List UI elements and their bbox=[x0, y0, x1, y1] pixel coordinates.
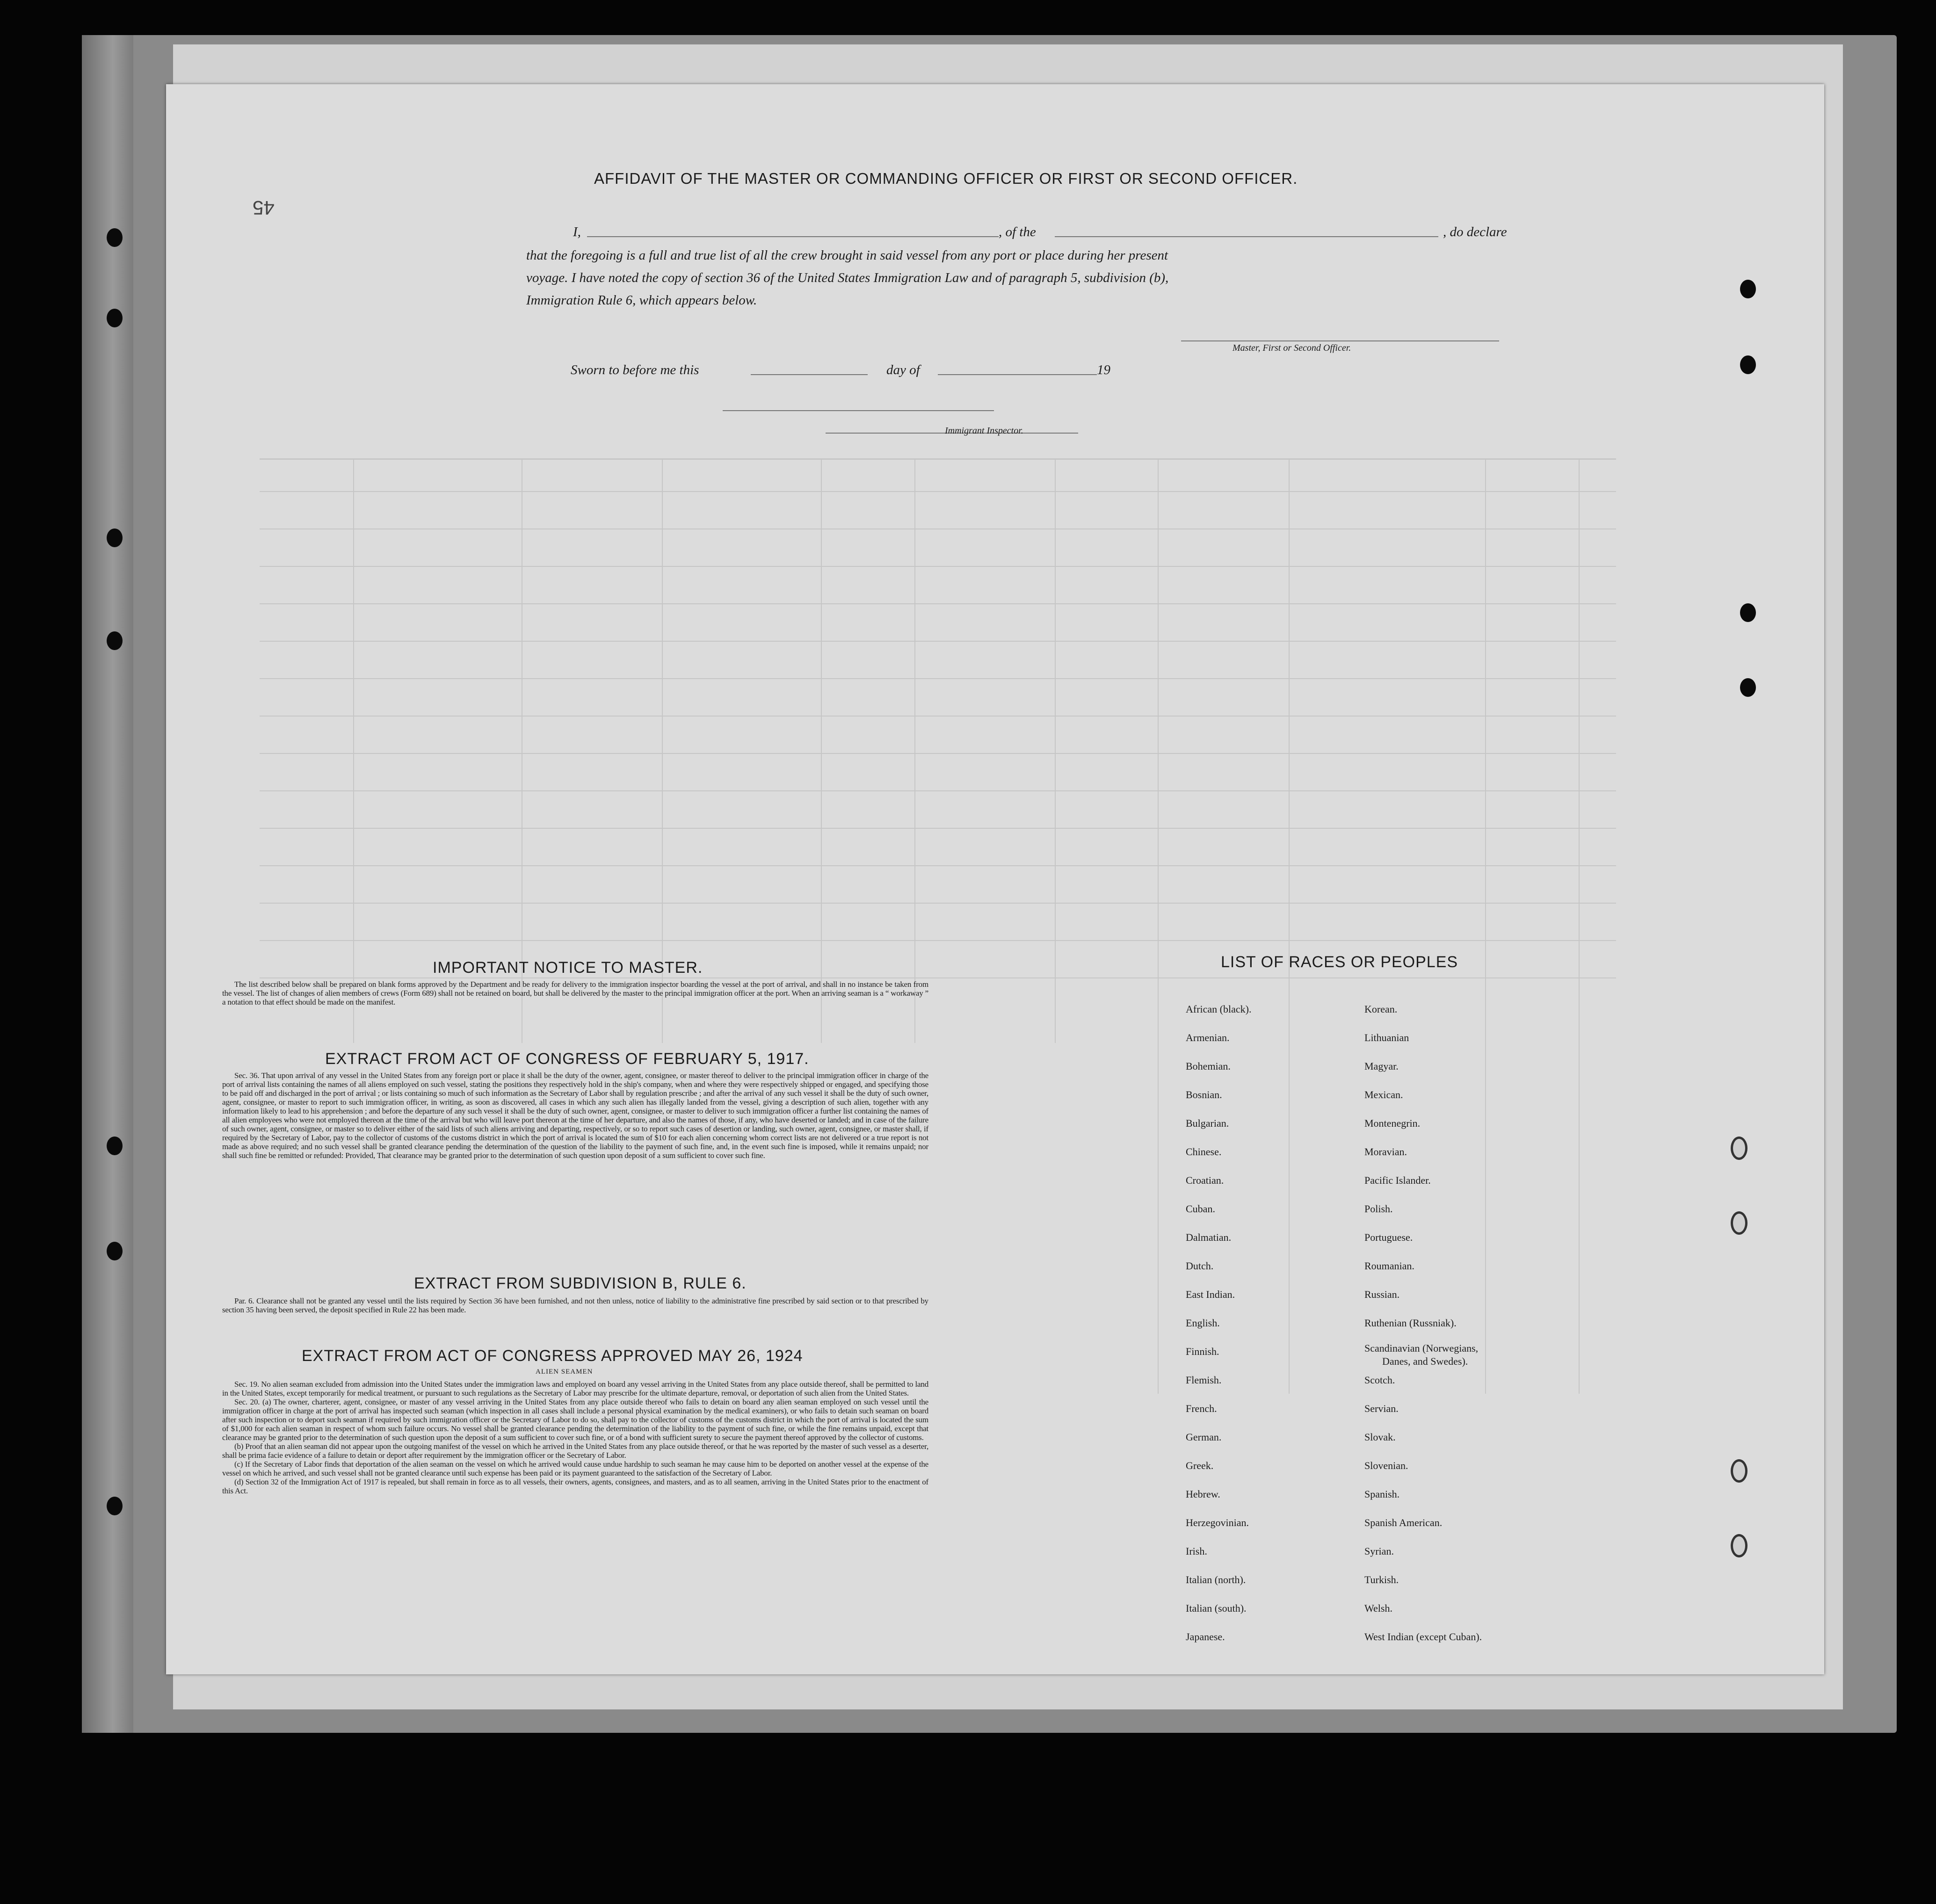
extract-rule6-text: Par. 6. Clearance shall not be granted any vessel until the lists required by Section 36 have been furnished, and not then unless, notice of liability to the administrative fine prescribed by said section or to that prescribed by section 35 having been served, the deposit specified in Rule 22 has been made. bbox=[222, 1296, 928, 1314]
race-item: African (black). bbox=[1186, 1003, 1252, 1015]
extract-1924-subtitle: ALIEN SEAMEN bbox=[536, 1368, 593, 1376]
race-item: Armenian. bbox=[1186, 1032, 1230, 1043]
master-name-line bbox=[587, 236, 999, 237]
race-item: Italian (north). bbox=[1186, 1574, 1246, 1585]
race-item: Moravian. bbox=[1364, 1146, 1407, 1158]
race-item: Spanish. bbox=[1364, 1488, 1400, 1500]
race-item: Polish. bbox=[1364, 1203, 1393, 1215]
binder-hole bbox=[107, 309, 123, 327]
race-item: Magyar. bbox=[1364, 1060, 1399, 1072]
punch-hole bbox=[1740, 603, 1756, 622]
race-item: Mexican. bbox=[1364, 1089, 1403, 1100]
punch-hole bbox=[1740, 678, 1756, 697]
race-item: Chinese. bbox=[1186, 1146, 1222, 1158]
punch-hole bbox=[1740, 280, 1756, 298]
inspector-caption: Immigrant Inspector. bbox=[945, 426, 1023, 436]
race-item: Montenegrin. bbox=[1364, 1117, 1421, 1129]
reinforcement-ring bbox=[1731, 1137, 1747, 1160]
affidavit-i: I, bbox=[573, 224, 581, 239]
binder-hole bbox=[107, 1242, 123, 1260]
binder-hole bbox=[107, 1137, 123, 1155]
race-item: Bosnian. bbox=[1186, 1089, 1222, 1100]
sworn-label: Sworn to before me this bbox=[571, 362, 699, 377]
inspector-signature-line-1 bbox=[723, 410, 994, 411]
notice-master-title: IMPORTANT NOTICE TO MASTER. bbox=[433, 959, 703, 977]
extract-1924-body bbox=[222, 1380, 928, 1495]
race-item: Italian (south). bbox=[1186, 1602, 1247, 1614]
race-item: Lithuanian bbox=[1364, 1032, 1409, 1043]
race-item: Cuban. bbox=[1186, 1203, 1215, 1215]
extract-1924-sec20b: (b) Proof that an alien seaman did not appear upon the outgoing manifest of the vessel on which he arrived in the United States from any place outside thereof, or that he was reported by the master of such vessel as a deserter, shall be prima facie evidence of a failure to detain or deport after requirement by the immigration officer or the Secretary of Labor. bbox=[222, 1442, 928, 1460]
race-item: Scotch. bbox=[1364, 1374, 1395, 1386]
notice-master-body bbox=[222, 980, 928, 1006]
affidavit-title: AFFIDAVIT OF THE MASTER OR COMMANDING OFFICER OR FIRST OR SECOND OFFICER. bbox=[594, 170, 1298, 187]
race-item: East Indian. bbox=[1186, 1289, 1235, 1300]
race-item: West Indian (except Cuban). bbox=[1364, 1631, 1482, 1643]
year-prefix: 19 bbox=[1097, 362, 1110, 377]
sworn-day-line bbox=[751, 374, 868, 375]
race-item: English. bbox=[1186, 1317, 1220, 1329]
race-item: Turkish. bbox=[1364, 1574, 1399, 1585]
extract-1924-title: EXTRACT FROM ACT OF CONGRESS APPROVED MAY 26, 1924 bbox=[302, 1347, 803, 1365]
race-item: Herzegovinian. bbox=[1186, 1517, 1249, 1528]
race-item: Servian. bbox=[1364, 1403, 1399, 1414]
race-item: Greek. bbox=[1186, 1460, 1214, 1471]
race-item: Portuguese. bbox=[1364, 1231, 1413, 1243]
binder-hole bbox=[107, 631, 123, 650]
extract-1924-sec20c: (c) If the Secretary of Labor finds that deportation of the alien seaman on the vessel on which he arrived would cause undue hardship to such seaman he may cause him to be deported on another vessel at the expense of the vessel on which he arrived, and such vessel shall not be granted clearance until such expense has been paid or its payment guaranteed to the satisfaction of the Secretary of Labor. bbox=[222, 1460, 928, 1477]
page-number: 45 bbox=[253, 197, 275, 219]
extract-1924-sec19: Sec. 19. No alien seaman excluded from admission into the United States under the immigration laws and employed on board any vessel arriving in the United States from any place outside thereof, shall be permitted to land in the United States, except temporarily for medical treatment, or pursuant to such regulations as the Secretary of Labor may prescribe for the ultimate departure, removal, or deportation of such alien from the United States. bbox=[222, 1380, 928, 1397]
punch-hole bbox=[1740, 355, 1756, 374]
extract-rule6-body bbox=[222, 1296, 928, 1314]
race-item-continuation: Danes, and Swedes). bbox=[1382, 1355, 1468, 1367]
race-item: Bulgarian. bbox=[1186, 1117, 1229, 1129]
race-item: Korean. bbox=[1364, 1003, 1398, 1015]
races-title: LIST OF RACES OR PEOPLES bbox=[1221, 953, 1458, 971]
binder-hole bbox=[107, 228, 123, 247]
race-item: Hebrew. bbox=[1186, 1488, 1220, 1500]
race-item: Roumanian. bbox=[1364, 1260, 1414, 1272]
manifest-page bbox=[166, 84, 1824, 1674]
affidavit-line-2: that the foregoing is a full and true list of all the crew brought in said vessel from any port or place during her present bbox=[526, 248, 1168, 263]
race-item: German. bbox=[1186, 1431, 1222, 1443]
race-item: Croatian. bbox=[1186, 1174, 1224, 1186]
reinforcement-ring bbox=[1731, 1459, 1747, 1483]
race-item: Syrian. bbox=[1364, 1545, 1394, 1557]
race-item: Ruthenian (Russniak). bbox=[1364, 1317, 1457, 1329]
sworn-month-line bbox=[938, 374, 1097, 375]
extract-1917-text: Sec. 36. That upon arrival of any vessel in the United States from any foreign port or place it shall be the duty of the owner, agent, consignee, or master thereof to deliver to the principal immigration officer in charge of the port of arrival lists containing the names of all aliens employed on such vessel, stating the positions they respectively hold in the ship's company, when and where they were respectively shipped or engaged, and specifying those to be paid off and discharged in the port of arrival ; or lists containing so much of such information as the Secretary of Labor shall by regulation prescribe ; and after the arrival of any such vessel it shall be the duty of such owner, agent, consignee, or master to report to such immigration officer, in writing, as soon as discovered, all cases in which any such alien has illegally landed from the vessel, giving a description of such alien, together with any information likely to lead to his apprehension ; and before the departure of any such vessel it shall be the duty of such owner, agent, consignee, or master to deliver to such immigration officer a further list containing the names of all alien employees who were not employed thereon at the time of the arrival but who will leave port thereon at the time of her departure, and also the names of those, if any, who have deserted or landed; and in case of the failure of such owner, agent, consignee, or master so to deliver either of the said lists of such aliens arriving and departing, respectively, or so to report such cases of desertion or landing, such owner, agent, consignee, or master shall, if required by the Secretary of Labor, pay to the collector of customs of the customs district in which the port of arrival is located the sum of $10 for each alien concerning whom correct lists are not delivered or a true report is not made as above required; and no such vessel shall be granted clearance pending the determination of the question of the liability to the payment of such fine, and, in the event such fine is imposed, while it remains unpaid; nor shall such fine be remitted or refunded: Provided, That clearance may be granted prior to the determination of such question upon deposit of a sum sufficient to cover such fine. bbox=[222, 1071, 928, 1160]
race-item: French. bbox=[1186, 1403, 1217, 1414]
race-item: Dutch. bbox=[1186, 1260, 1214, 1272]
extract-1917-body bbox=[222, 1071, 928, 1160]
day-of-label: day of bbox=[886, 362, 920, 377]
race-item: Slovenian. bbox=[1364, 1460, 1408, 1471]
affidavit-of-the: , of the bbox=[999, 224, 1036, 239]
extract-rule6-title: EXTRACT FROM SUBDIVISION B, RULE 6. bbox=[414, 1274, 747, 1292]
race-item: Flemish. bbox=[1186, 1374, 1222, 1386]
race-item: Russian. bbox=[1364, 1289, 1400, 1300]
extract-1917-title: EXTRACT FROM ACT OF CONGRESS OF FEBRUARY 5, 1917. bbox=[325, 1050, 809, 1068]
master-caption: Master, First or Second Officer. bbox=[1233, 343, 1351, 353]
race-item: Pacific Islander. bbox=[1364, 1174, 1431, 1186]
binder-spine bbox=[82, 35, 133, 1733]
binder-hole bbox=[107, 528, 123, 547]
extract-1924-sec20a: Sec. 20. (a) The owner, charterer, agent, consignee, or master of any vessel arriving in the United States from any place outside thereof who fails to detain on board any alien seaman employed on such vessel until the immigration officer in charge at the port of arrival has inspected such seaman (which inspection in all cases shall include a personal physical examination by the medical examiners), or who fails to detain such seaman on board after such inspection or to deport such seaman if required by such immigration officer or the Secretary of Labor to do so, shall pay to the collector of customs of the customs district in which the port of arrival is located the sum of $1,000 for each alien seaman in respect of whom such failure occurs. No vessel shall be granted clearance pending the determination of the liability to the payment of such fine, or while the fine remains unpaid, except that clearance may be granted prior to the determination of such question upon the deposit of a sum sufficient to cover such fine, or of a bond with sufficient surety to secure the payment thereof approved by the collector of customs. bbox=[222, 1397, 928, 1442]
notice-master-text: The list described below shall be prepared on blank forms approved by the Department and be ready for delivery to the immigration inspector boarding the vessel at the port of arrival, and shall in no instance be taken from the vessel. The list of changes of alien members of crews (Form 689) shall not be retained on board, but shall be delivered by the master to the principal immigration officer at the port. When an arriving seaman is a “ workaway ” a notation to that effect should be made on the manifest. bbox=[222, 980, 928, 1006]
race-item: Finnish. bbox=[1186, 1346, 1219, 1357]
affidavit-declare: , do declare bbox=[1443, 224, 1507, 239]
master-signature-line bbox=[1181, 340, 1499, 341]
vessel-name-line bbox=[1055, 236, 1438, 237]
reinforcement-ring bbox=[1731, 1211, 1747, 1235]
race-item: Irish. bbox=[1186, 1545, 1207, 1557]
race-item: Spanish American. bbox=[1364, 1517, 1443, 1528]
race-item: Welsh. bbox=[1364, 1602, 1392, 1614]
affidavit-line-4: Immigration Rule 6, which appears below. bbox=[526, 293, 757, 308]
race-item: Slovak. bbox=[1364, 1431, 1396, 1443]
reinforcement-ring bbox=[1731, 1534, 1747, 1557]
extract-1924-sec20d: (d) Section 32 of the Immigration Act of 1917 is repealed, but shall remain in force as to all vessels, their owners, agents, consignees, and masters, and as to all seamen, arriving in the United States prior to the enactment of this Act. bbox=[222, 1477, 928, 1495]
race-item: Japanese. bbox=[1186, 1631, 1225, 1643]
race-item: Scandinavian (Norwegians, bbox=[1364, 1342, 1479, 1354]
race-item: Bohemian. bbox=[1186, 1060, 1231, 1072]
race-item: Dalmatian. bbox=[1186, 1231, 1232, 1243]
affidavit-line-3: voyage. I have noted the copy of section 36 of the United States Immigration Law and of paragraph 5, subdivision (b), bbox=[526, 270, 1169, 285]
binder-hole bbox=[107, 1497, 123, 1515]
